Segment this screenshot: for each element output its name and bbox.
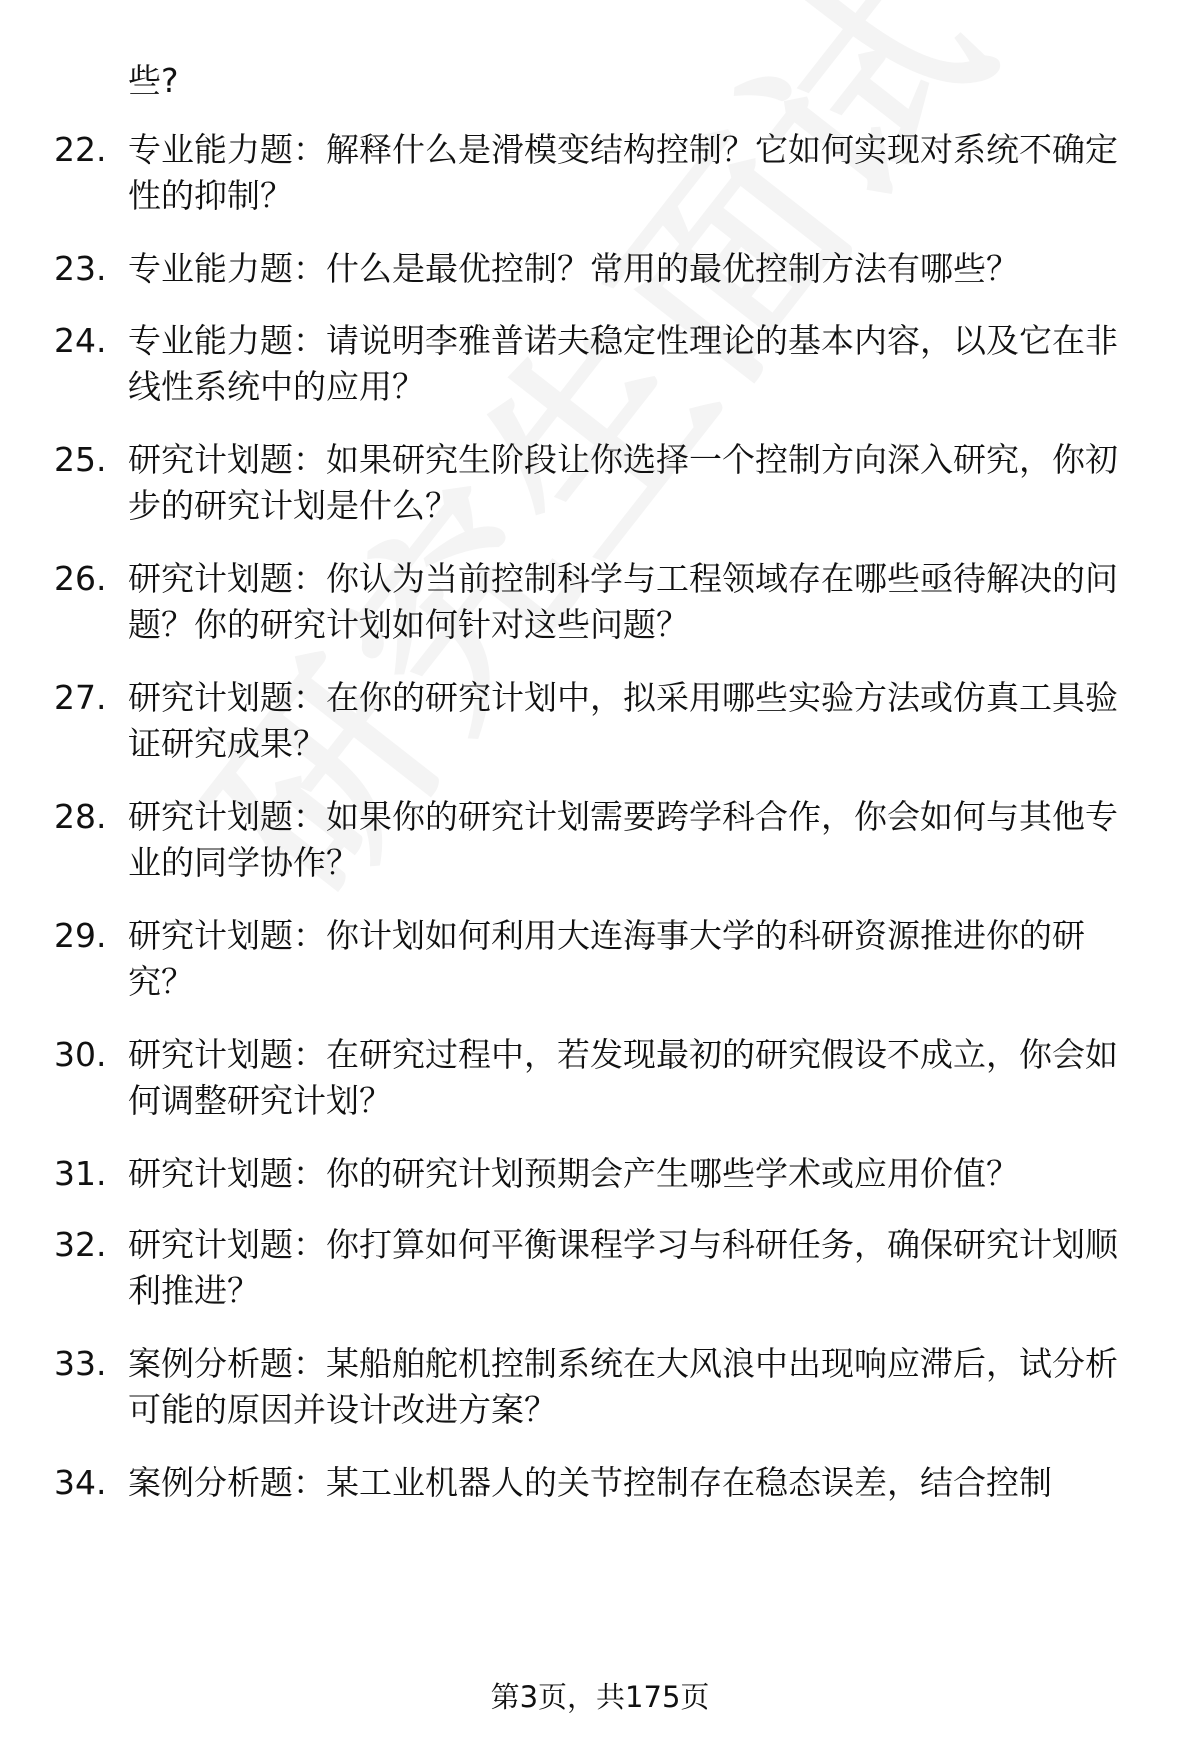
question-text: 研究计划题：在你的研究计划中，拟采用哪些实验方法或仿真工具验证研究成果？ bbox=[128, 678, 1118, 763]
question-number: 27. bbox=[54, 678, 107, 717]
page-footer: 第3页，共175页 bbox=[490, 1680, 710, 1714]
question-number: 26. bbox=[54, 559, 107, 598]
question-text: 研究计划题：你认为当前控制科学与工程领域存在哪些亟待解决的问题？你的研究计划如何针对这些问题？ bbox=[128, 559, 1118, 644]
question-number: 30. bbox=[54, 1035, 107, 1074]
question-text: 专业能力题：请说明李雅普诺夫稳定性理论的基本内容，以及它在非线性系统中的应用？ bbox=[128, 321, 1118, 406]
question-text: 研究计划题：如果你的研究计划需要跨学科合作，你会如何与其他专业的同学协作？ bbox=[128, 797, 1118, 882]
question-text: 研究计划题：如果研究生阶段让你选择一个控制方向深入研究，你初步的研究计划是什么？ bbox=[128, 440, 1118, 525]
question-number: 24. bbox=[54, 321, 107, 360]
question-text: 专业能力题：解释什么是滑模变结构控制？它如何实现对系统不确定性的抑制？ bbox=[128, 130, 1118, 215]
question-text: 案例分析题：某工业机器人的关节控制存在稳态误差，结合控制 bbox=[128, 1463, 1052, 1502]
question-number: 22. bbox=[54, 130, 107, 169]
question-text: 研究计划题：你计划如何利用大连海事大学的科研资源推进你的研究？ bbox=[128, 916, 1085, 1001]
continued-text-fragment: 些? bbox=[128, 61, 179, 100]
question-number: 32. bbox=[54, 1225, 107, 1264]
question-text: 研究计划题：你打算如何平衡课程学习与科研任务，确保研究计划顺利推进？ bbox=[128, 1225, 1118, 1310]
question-number: 34. bbox=[54, 1463, 107, 1502]
question-text: 研究计划题：你的研究计划预期会产生哪些学术或应用价值？ bbox=[128, 1154, 1019, 1193]
question-number: 23. bbox=[54, 249, 107, 288]
question-number: 31. bbox=[54, 1154, 107, 1193]
question-text: 专业能力题：什么是最优控制？常用的最优控制方法有哪些？ bbox=[128, 249, 1019, 288]
question-number: 33. bbox=[54, 1344, 107, 1383]
question-number: 25. bbox=[54, 440, 107, 479]
question-number: 28. bbox=[54, 797, 107, 836]
question-number: 29. bbox=[54, 916, 107, 955]
question-text: 研究计划题：在研究过程中，若发现最初的研究假设不成立，你会如何调整研究计划？ bbox=[128, 1035, 1118, 1120]
question-text: 案例分析题：某船舶舵机控制系统在大风浪中出现响应滞后，试分析可能的原因并设计改进方案？ bbox=[128, 1344, 1118, 1429]
